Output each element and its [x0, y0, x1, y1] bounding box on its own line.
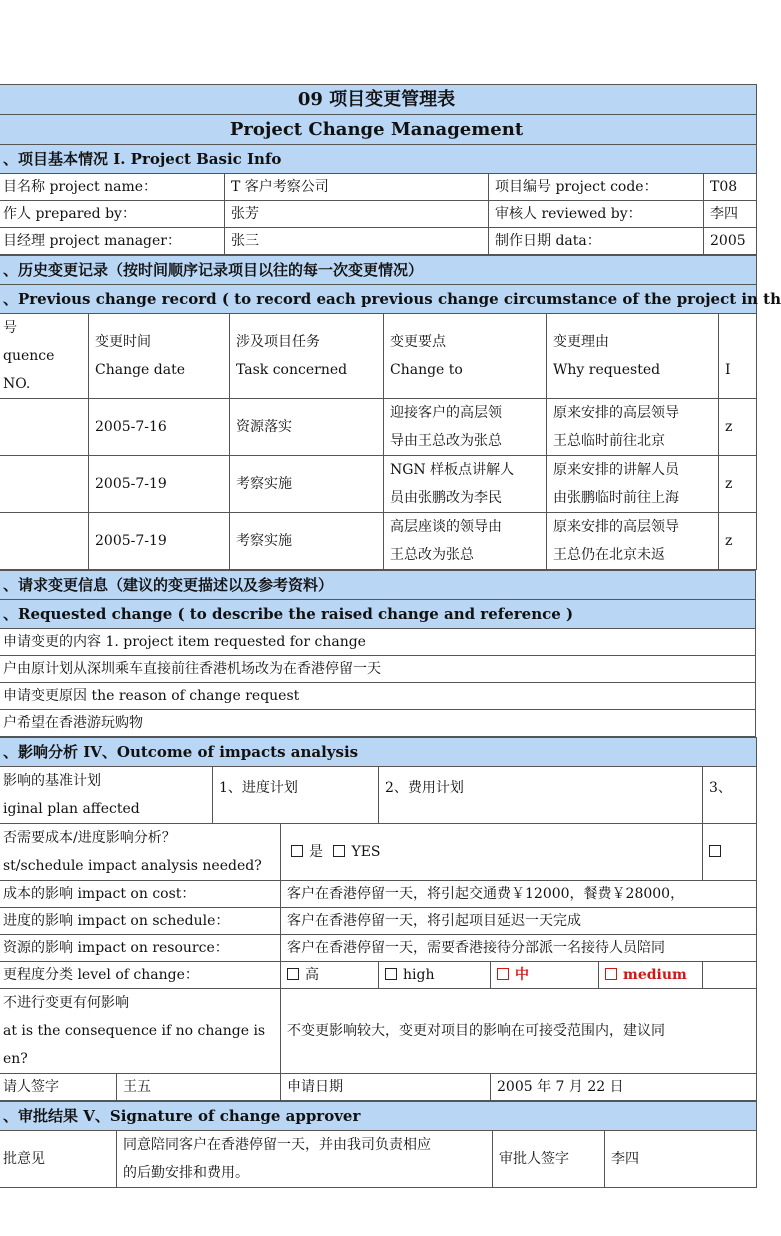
impact-resource-label: 资源的影响 impact on resource：: [0, 935, 281, 962]
plan-other: 3、: [703, 767, 757, 824]
approver-signature-label: 审批人签字: [493, 1131, 605, 1188]
consequence-value: 不变更影响较大，变更对项目的影响在可接受范围内，建议同: [281, 989, 757, 1074]
checkbox-medium-en[interactable]: [605, 968, 617, 980]
checkbox-no[interactable]: [709, 845, 721, 857]
record-why: 原来安排的高层领导 王总仍在北京未返: [547, 513, 719, 570]
record-extra: z: [719, 513, 757, 570]
plan-cost: 2、费用计划: [379, 767, 703, 824]
requested-item-label: 申请变更的内容 1. project item requested for change: [0, 629, 756, 656]
checkbox-high-cn[interactable]: [287, 968, 299, 980]
table-row: [0, 513, 757, 570]
header-extra: I: [719, 314, 757, 399]
table-row: [0, 399, 757, 456]
impact-schedule-value: 客户在香港停留一天，将引起项目延迟一天完成: [281, 908, 757, 935]
project-manager-label: 目经理 project manager：: [0, 228, 225, 255]
impact-cost-value: 客户在香港停留一天，将引起交通费￥12000，餐费￥28000，: [281, 881, 757, 908]
apply-date-value: 2005 年 7 月 22 日: [491, 1074, 757, 1101]
checkbox-medium-cn[interactable]: [497, 968, 509, 980]
date-value: 2005: [704, 228, 757, 255]
impact-cost-label: 成本的影响 impact on cost：: [0, 881, 281, 908]
checkbox-yes[interactable]: [291, 845, 303, 857]
section-impact-heading: 、影响分析 IV、Outcome of impacts analysis: [0, 738, 757, 767]
requested-item-value: 户由原计划从深圳乘车直接前往香港机场改为在香港停留一天: [0, 656, 756, 683]
project-code-label: 项目编号 project code：: [489, 174, 704, 201]
checkbox-high-en[interactable]: [385, 968, 397, 980]
project-name-label: 目名称 project name：: [0, 174, 225, 201]
record-change: 迎接客户的高层领 导由王总改为张总: [384, 399, 547, 456]
record-date: 2005-7-19: [89, 513, 230, 570]
record-extra: z: [719, 399, 757, 456]
header-why: 变更理由 Why requested: [547, 314, 719, 399]
approver-signature-value: 李四: [605, 1131, 757, 1188]
consequence-label: 不进行变更有何影响 at is the consequence if no change is en?: [0, 989, 281, 1074]
apply-date-label: 申请日期: [281, 1074, 491, 1101]
table-row: [0, 456, 757, 513]
record-why: 原来安排的讲解人员 由张鹏临时前往上海: [547, 456, 719, 513]
record-why: 原来安排的高层领导 王总临时前往北京: [547, 399, 719, 456]
date-label: 制作日期 data：: [489, 228, 704, 255]
level-high-en-option[interactable]: high: [379, 962, 491, 989]
section-previous-heading-cn: 、历史变更记录（按时间顺序记录项目以往的每一次变更情况）: [0, 256, 757, 285]
impact-analysis-table: [0, 737, 757, 1101]
previous-change-table: [0, 255, 781, 570]
header-change-to: 变更要点 Change to: [384, 314, 547, 399]
section-requested-heading-cn: 、请求变更信息（建议的变更描述以及参考资料）: [0, 571, 756, 600]
requested-change-table: [0, 570, 756, 737]
section-basic-info-heading: 、项目基本情况 I. Project Basic Info: [0, 145, 757, 174]
checkbox-yes-en[interactable]: [333, 845, 345, 857]
applicant-signature-label: 请人签字: [0, 1074, 117, 1101]
record-task: 考察实施: [230, 513, 384, 570]
approval-opinion-label: 批意见: [0, 1131, 117, 1188]
change-management-form: [0, 84, 781, 1188]
impact-analysis-yes-option[interactable]: 是 YES: [281, 824, 703, 881]
reviewed-by-label: 审核人 reviewed by：: [489, 201, 704, 228]
approval-table: [0, 1101, 757, 1188]
plan-schedule: 1、进度计划: [213, 767, 379, 824]
section-requested-heading-en: 、Requested change ( to describe the raised change and reference ): [0, 600, 756, 629]
record-task: 考察实施: [230, 456, 384, 513]
title-en: Project Change Management: [0, 115, 757, 145]
prepared-by-label: 作人 prepared by：: [0, 201, 225, 228]
title-cn: 09 项目变更管理表: [0, 85, 757, 115]
record-date: 2005-7-16: [89, 399, 230, 456]
section-previous-heading-en: 、Previous change record ( to record each previous change circumstance of the project in th: [0, 285, 757, 314]
project-name-value: T 客户考察公司: [225, 174, 489, 201]
record-date: 2005-7-19: [89, 456, 230, 513]
record-extra: z: [719, 456, 757, 513]
plan-affected-label: 影响的基准计划 iginal plan affected: [0, 767, 213, 824]
level-medium-en-option[interactable]: medium: [599, 962, 703, 989]
impact-analysis-needed-label: 否需要成本/进度影响分析？ st/schedule impact analysis needed?: [0, 824, 281, 881]
record-change: NGN 样板点讲解人 员由张鹏改为李民: [384, 456, 547, 513]
header-sequence: 号 quence NO.: [0, 314, 89, 399]
record-task: 资源落实: [230, 399, 384, 456]
level-of-change-label: 更程度分类 level of change：: [0, 962, 281, 989]
request-reason-value: 户希望在香港游玩购物: [0, 710, 756, 737]
approval-opinion-value: 同意陪同客户在香港停留一天，并由我司负责相应 的后勤安排和费用。: [117, 1131, 493, 1188]
project-code-value: T08: [704, 174, 757, 201]
record-change: 高层座谈的领导由 王总改为张总: [384, 513, 547, 570]
applicant-signature-value: 王五: [117, 1074, 281, 1101]
basic-info-table: [0, 84, 757, 255]
header-task: 涉及项目任务 Task concerned: [230, 314, 384, 399]
level-medium-cn-option[interactable]: 中: [491, 962, 599, 989]
impact-resource-value: 客户在香港停留一天，需要香港接待分部派一名接待人员陪同: [281, 935, 757, 962]
prepared-by-value: 张芳: [225, 201, 489, 228]
request-reason-label: 申请变更原因 the reason of change request: [0, 683, 756, 710]
impact-schedule-label: 进度的影响 impact on schedule：: [0, 908, 281, 935]
reviewed-by-value: 李四: [704, 201, 757, 228]
section-approval-heading: 、审批结果 V、Signature of change approver: [0, 1102, 757, 1131]
header-change-date: 变更时间 Change date: [89, 314, 230, 399]
level-high-cn-option[interactable]: 高: [281, 962, 379, 989]
project-manager-value: 张三: [225, 228, 489, 255]
impact-analysis-no-option[interactable]: [703, 824, 757, 881]
